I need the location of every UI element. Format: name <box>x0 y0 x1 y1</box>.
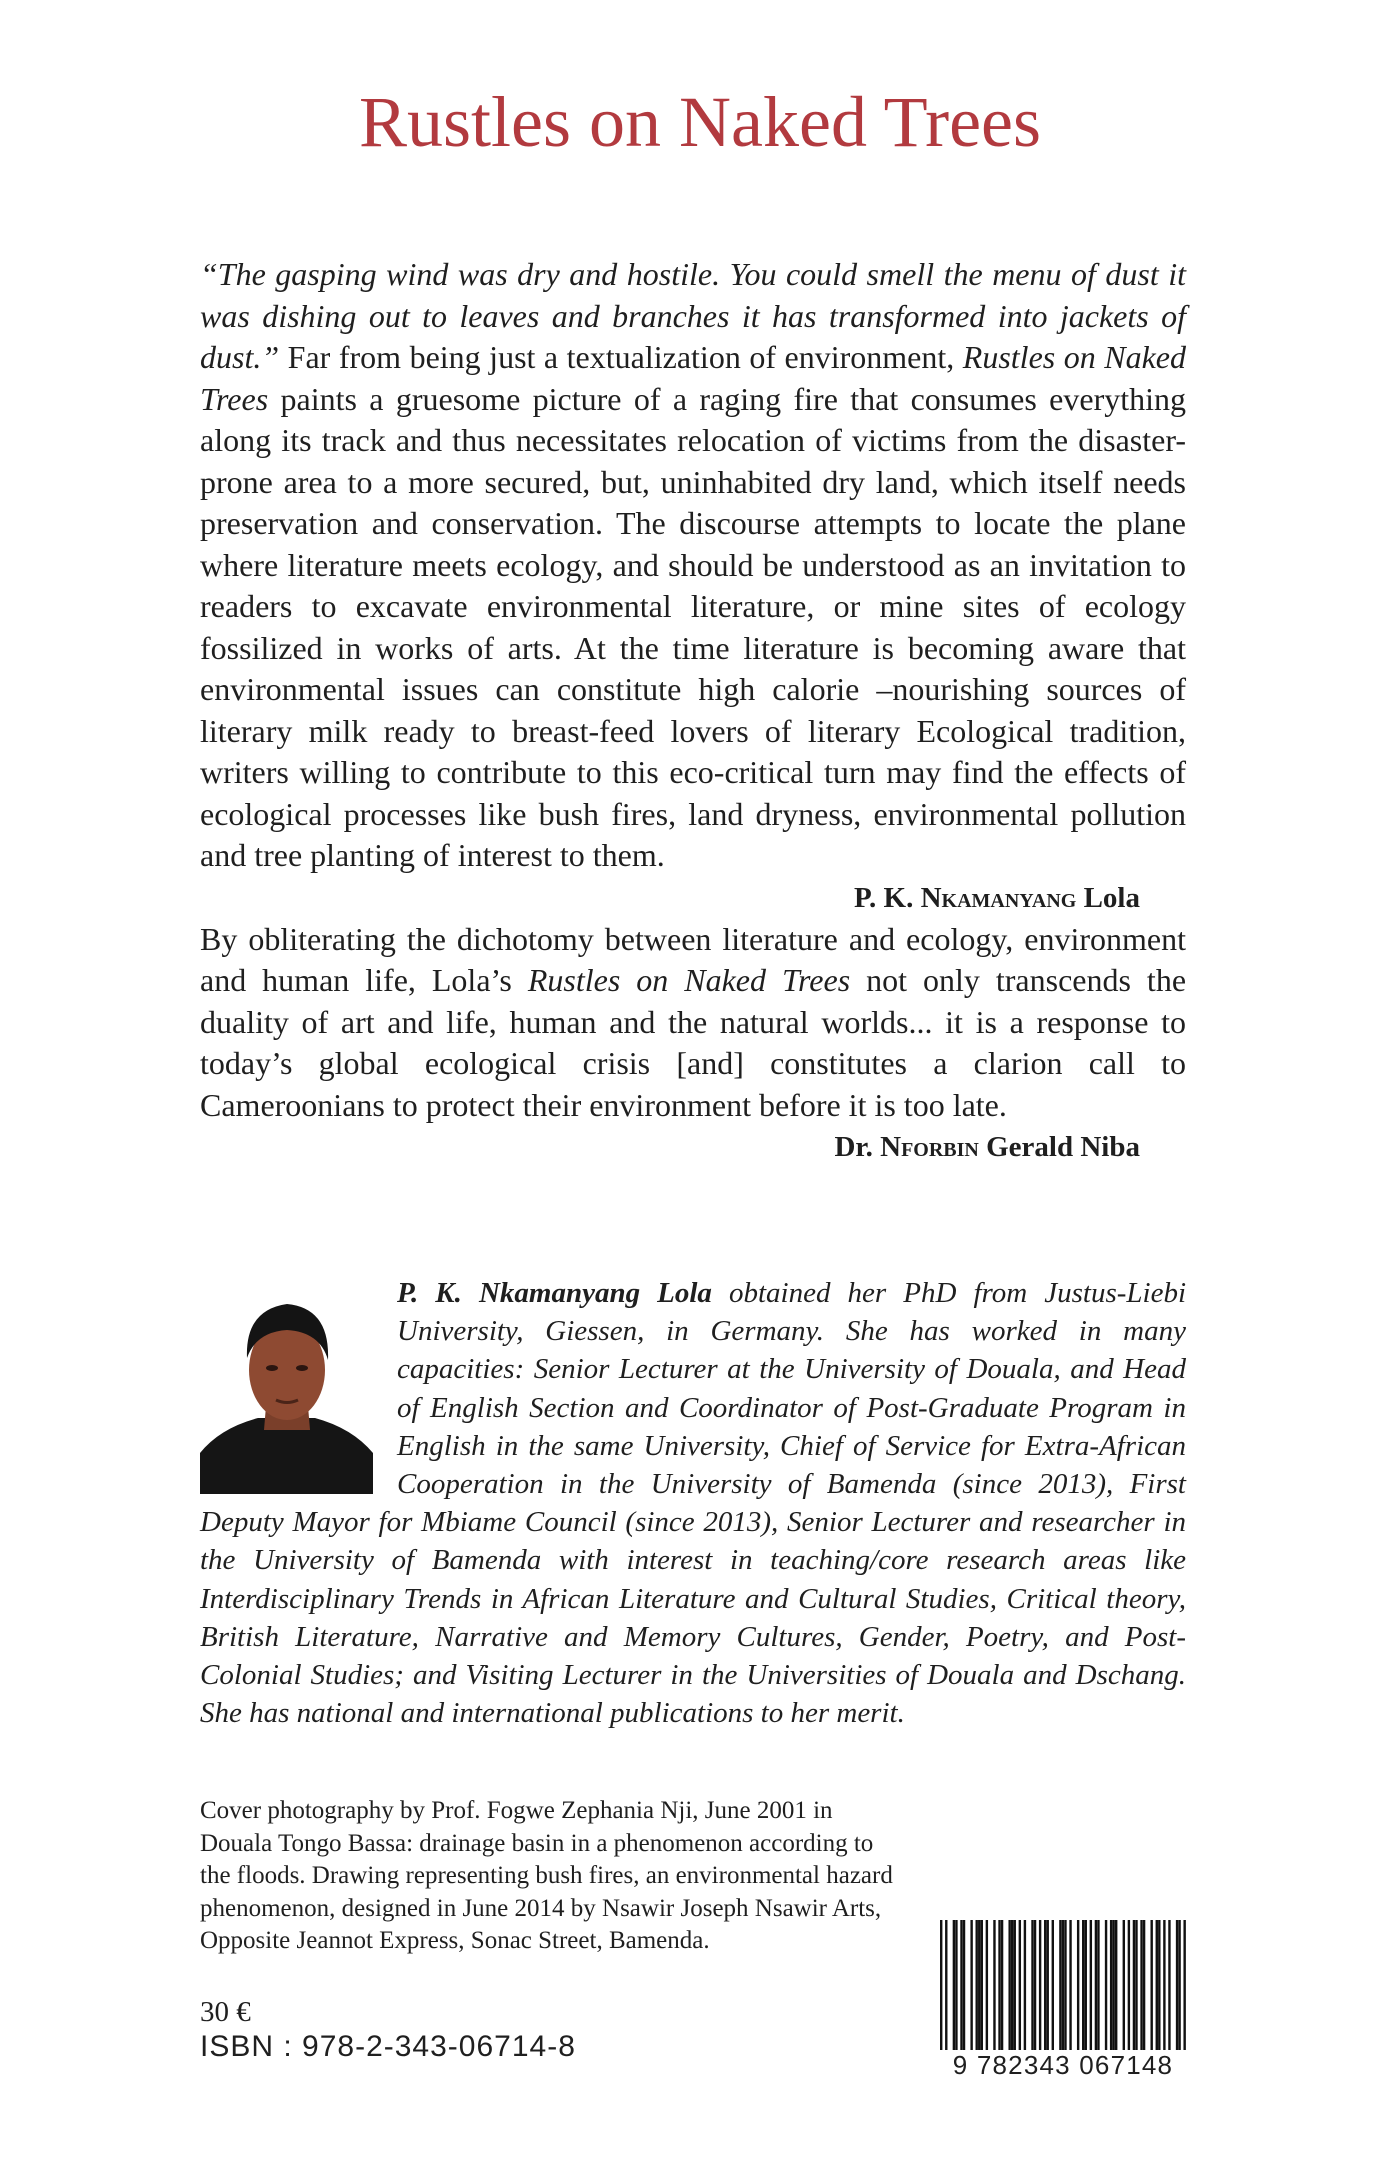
barcode-bar <box>1168 1920 1170 2065</box>
book-title: Rustles on Naked Trees <box>359 82 1041 162</box>
barcode-bar <box>955 1920 957 2065</box>
barcode-bar <box>1150 1920 1152 2065</box>
barcode-bar <box>1044 1920 1046 2065</box>
barcode-bar <box>1039 1920 1041 2065</box>
barcode-bar <box>986 1920 988 2065</box>
barcode-bar <box>998 1920 1000 2065</box>
barcode-bar <box>993 1920 995 2065</box>
barcode-bar <box>1019 1920 1021 2065</box>
barcode-bar <box>1097 1920 1099 2065</box>
barcode-bar <box>1077 1920 1079 2065</box>
barcode-bar <box>1163 1920 1165 2065</box>
barcode-bar <box>1178 1920 1180 2065</box>
barcode-bar <box>940 1920 942 2065</box>
price: 30 € <box>200 1996 251 2028</box>
barcode-bar <box>960 1920 962 2065</box>
author-photo <box>200 1288 373 1494</box>
barcode-bar <box>945 1920 947 2065</box>
book-title-inline: Rustles on Naked Trees <box>200 339 1187 417</box>
attribution-1: P. K. Nkamanyang Lola <box>853 881 1140 914</box>
barcode-bar <box>1123 1920 1125 2065</box>
barcode-bar <box>976 1920 978 2065</box>
barcode-bar <box>1105 1920 1107 2065</box>
barcode-bar <box>1014 1920 1016 2065</box>
barcode-bar <box>1156 1920 1158 2065</box>
barcode-bar <box>963 1920 965 2065</box>
barcode-bar <box>1143 1920 1145 2065</box>
barcode-bar <box>1062 1920 1064 2065</box>
barcode-bar <box>1031 1920 1033 2065</box>
barcode-bar <box>1110 1920 1112 2065</box>
barcode-bar <box>1158 1920 1160 2065</box>
barcode-bar <box>1115 1920 1117 2065</box>
bio-text: obtained her PhD from Justus-Liebi University, Giessen, in Germany. She has worked in many capacities: Senior Lecturer at the University of Douala, and Head of English Section and Coordinator of Post-Graduate Program in English in the same University, Chief of Service for Extra-African Cooperation in the University of Bamenda (since 2013), First Deputy Mayor for Mbiame Council (since 2013), Senior Lecturer and researcher in the University of Bamenda with interest in teaching/core research areas like Interdisciplinary Trends in African Literature and Cultural Studies, Critical theory, British Literature, Narrative and Memory Cultures, Gender, Poetry, and Post-Colonial Studies; and Visiting Lecturer in the Universities of Douala and Dschang. She has national and international publications to her merit. <box>200 1277 1186 1730</box>
barcode-bar <box>1128 1920 1130 2065</box>
isbn: ISBN : 978-2-343-06714-8 <box>200 2030 576 2063</box>
barcode-bar <box>1140 1920 1142 2065</box>
barcode-digits: 9 782343 067148 <box>940 2050 1186 2081</box>
barcode-bar <box>1183 1920 1185 2065</box>
barcode-bar <box>1090 1920 1092 2065</box>
barcode-bar <box>1176 1920 1178 2065</box>
barcode-bar <box>1135 1920 1137 2065</box>
barcode-bar <box>1133 1920 1135 2065</box>
barcode-bar <box>1008 1920 1010 2065</box>
barcode-bar <box>1059 1920 1061 2065</box>
barcode-bar <box>1064 1920 1066 2065</box>
barcode <box>940 1920 1186 2090</box>
cover-credit: Cover photography by Prof. Fogwe Zephania Nji, June 2001 in Douala Tongo Bassa: drainage basin in a phenomenon according to the floods. Drawing representing bush fires, an environmental hazard phenomenon, designed in June 2014 by Nsawir Joseph Nsawir Arts, Opposite Jeannot Express, Sonac Street, Bamenda. <box>200 1797 893 1954</box>
barcode-bar <box>970 1920 972 2065</box>
book-title-inline: Rustles on Naked Trees <box>527 962 851 998</box>
barcode-bar <box>953 1920 955 2065</box>
barcode-bar <box>1052 1920 1054 2065</box>
barcode-bar <box>981 1920 983 2065</box>
blurb-paragraph-1: “The gasping wind was dry and hostile. You could smell the menu of dust it was dishing out to leaves and branches it has transformed into jackets of dust.” Far from being just a textualization of environment, Rustles on Naked Trees paints a gruesome picture of a raging fire that consumes everything along its track and thus necessitates relocation of victims from the disaster-prone area to a more secured, but, uninhabited dry land, which itself needs preservation and conservation. The discourse attempts to locate the plane where literature meets ecology, and should be understood as an invitation to readers to excavate environmental literature, or mine sites of ecology fossilized in works of arts. At the time literature is becoming aware that environmental issues can constitute high calorie –nourishing sources of literary milk ready to breast-feed lovers of literary Ecological tradition, writers willing to contribute to this eco-critical turn may find the effects of ecological processes like bush fires, land dryness, environmental pollution and tree planting of interest to them. <box>200 256 1187 873</box>
blurb <box>200 254 1186 1168</box>
opening-quote: “The gasping wind was dry and hostile. You could smell the menu of dust it was dishing out to leaves and branches it has transformed into jackets of dust.” <box>200 256 1186 375</box>
barcode-bar <box>978 1920 980 2065</box>
barcode-bar <box>1095 1920 1097 2065</box>
barcode-bar <box>1112 1920 1114 2065</box>
barcode-bar <box>1001 1920 1003 2065</box>
barcode-bar <box>1082 1920 1084 2065</box>
barcode-bar <box>1034 1920 1036 2065</box>
barcode-bar <box>1024 1920 1026 2065</box>
barcode-bar <box>1011 1920 1013 2065</box>
attribution-2: Dr. Nforbin Gerald Niba <box>834 1131 1140 1163</box>
author-name: P. K. Nkamanyang Lola <box>397 1277 712 1309</box>
author-bio <box>200 1274 1186 1732</box>
blurb-paragraph-2: By obliterating the dichotomy between literature and ecology, environment and human life, Lola’s Rustles on Naked Trees not only transcends the duality of art and life, human and the natural worlds... it is a response to today’s global ecological crisis [and] constitutes a clarion call to Cameroonians to protect their environment before it is too late. <box>200 920 1187 1123</box>
barcode-bar <box>1069 1920 1071 2065</box>
barcode-bar <box>1047 1920 1049 2065</box>
barcode-bar <box>1085 1920 1087 2065</box>
